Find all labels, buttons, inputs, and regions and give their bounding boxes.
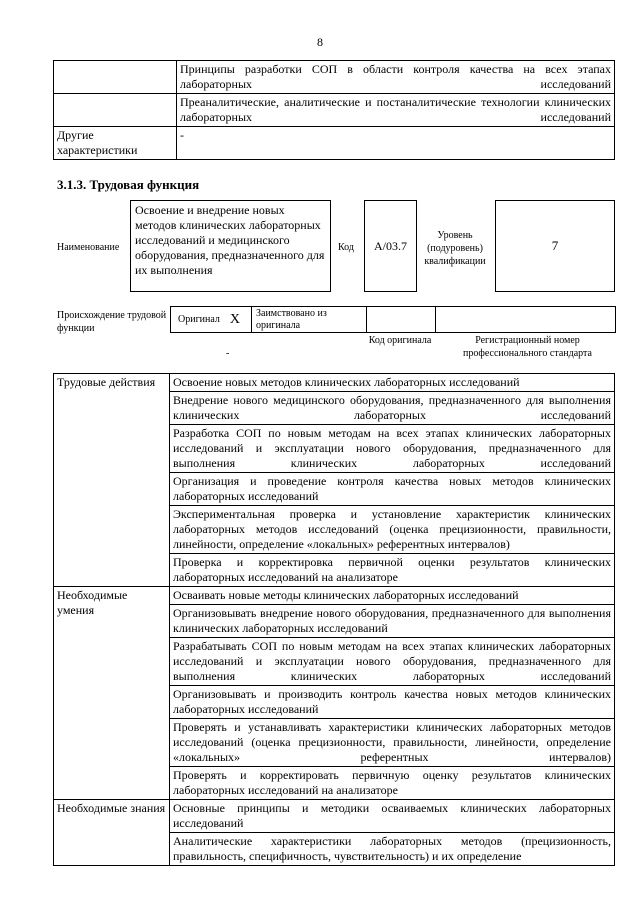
top-row-2: Преаналитические, аналитические и постаналитические технологии клинических лабораторных исследований xyxy=(177,94,615,127)
table-row: Организовывать и производить контроль качества новых методов клинических лабораторных исследований xyxy=(170,686,615,719)
top-row-1: Принципы разработки СОП в области контроля качества на всех этапах лабораторных исследований xyxy=(177,61,615,94)
borrowed-cell: Заимствовано из оригинала xyxy=(251,306,367,333)
level-label: Уровень (подуровень) квалификации xyxy=(424,230,486,267)
table-row: Проверять и устанавливать характеристики клинических лабораторных методов исследований (оценка прецизионности, правильности, линейности, определение «локальных» референтных интервалов) xyxy=(170,719,615,767)
table-row: Проверка и корректировка первичной оценки результатов клинических лабораторных исследований на анализаторе xyxy=(170,554,615,587)
table-row: Организация и проведение контроля качества новых методов клинических лабораторных исследований xyxy=(170,473,615,506)
original-mark: X xyxy=(229,311,241,327)
code-original-caption: Код оригинала xyxy=(368,335,432,346)
code-value: A/03.7 xyxy=(364,200,417,292)
main-table xyxy=(53,373,615,866)
section-title: 3.1.3. Трудовая функция xyxy=(57,177,200,192)
name-value: Освоение и внедрение новых методов клинических лабораторных исследований и медицинского оборудования, предназначенного для их выполнения xyxy=(130,200,331,292)
page-number: 8 xyxy=(317,35,323,49)
table-row: Внедрение нового медицинского оборудования, предназначенного для выполнения клинических лабораторных исследований xyxy=(170,392,615,425)
table-row: Аналитические характеристики лабораторных методов (прецизионность, правильность, специфичность, чувствительность) и их определение xyxy=(170,833,615,866)
origin-row xyxy=(170,306,616,333)
group-label-skills: Необходимые умения xyxy=(54,587,170,800)
empty-label-cell xyxy=(54,61,177,94)
table-row: Экспериментальная проверка и установление характеристик клинических лабораторных методов исследований (оценка прецизионности, правильности, линейности, определение «локальных» референтных интервалов) xyxy=(170,506,615,554)
origin-label: Происхождение трудовой функции xyxy=(57,310,167,334)
table-row: Организовывать внедрение нового оборудования, предназначенного для выполнения клинических лабораторных исследований xyxy=(170,605,615,638)
origin-dash: - xyxy=(226,348,230,359)
reg-number-cell xyxy=(435,306,616,333)
name-label: Наименование xyxy=(57,242,120,253)
top-table xyxy=(53,60,615,160)
table-row: Разрабатывать СОП по новым методам на всех этапах клинических лабораторных исследований и эксплуатации нового оборудования, предназначенного для выполнения клинических лабораторных исследований xyxy=(170,638,615,686)
level-value: 7 xyxy=(495,200,615,292)
other-value: - xyxy=(177,127,615,160)
table-row: Освоение новых методов клинических лабораторных исследований xyxy=(170,374,615,392)
original-label: Оригинал xyxy=(178,313,220,325)
table-row: Проверять и корректировать первичную оценку результатов клинических лабораторных исследований на анализаторе xyxy=(170,767,615,800)
table-row: Разработка СОП по новым методам на всех этапах клинических лабораторных исследований и эксплуатации нового оборудования, предназначенного для выполнения клинических лабораторных исследований xyxy=(170,425,615,473)
table-row: Осваивать новые методы клинических лабораторных исследований xyxy=(170,587,615,605)
reg-number-caption: Регистрационный номер профессионального стандарта xyxy=(463,335,592,359)
group-label-actions: Трудовые действия xyxy=(54,374,170,587)
table-row: Основные принципы и методики осваиваемых клинических лабораторных исследований xyxy=(170,800,615,833)
other-label: Другие характеристики xyxy=(54,127,177,160)
group-label-knowledge: Необходимые знания xyxy=(54,800,170,866)
empty-label-cell xyxy=(54,94,177,127)
code-label: Код xyxy=(338,242,354,253)
code-original-cell xyxy=(366,306,436,333)
original-cell xyxy=(170,306,252,333)
